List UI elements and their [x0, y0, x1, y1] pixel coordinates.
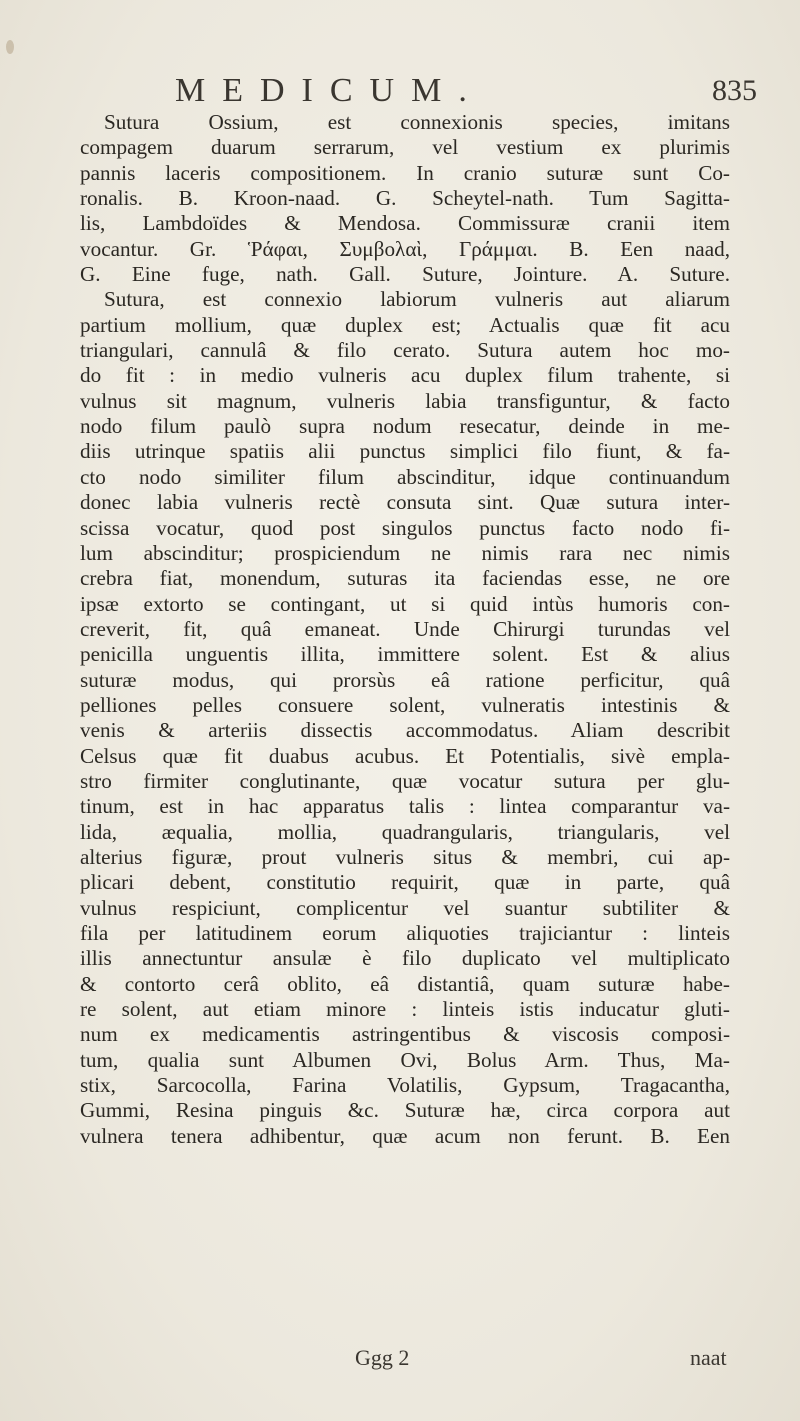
text-line: pannis laceris compositionem. In cranio suturæ sunt Co-	[80, 160, 730, 185]
text-line: penicilla unguentis illita, immittere solent. Est & alius	[80, 642, 730, 667]
text-line: lis, Lambdoïdes & Mendosa. Commissuræ cranii item	[80, 211, 730, 236]
text-line: ipsæ extorto se contingant, ut si quid intùs humoris con-	[80, 591, 730, 616]
text-line: stro firmiter conglutinante, quæ vocatur sutura per glu-	[80, 768, 730, 793]
text-line: G. Eine fuge, nath. Gall. Suture, Jointure. A. Suture.	[80, 262, 730, 287]
text-line: & contorto cerâ oblito, eâ distantiâ, quam suturæ habe-	[80, 971, 730, 996]
text-line: ronalis. B. Kroon-naad. G. Scheytel-nath. Tum Sagitta-	[80, 186, 730, 211]
text-line: vulnus sit magnum, vulneris labia transfiguntur, & facto	[80, 388, 730, 413]
signature-mark: Ggg 2	[355, 1345, 410, 1370]
text-line: crebra fiat, monendum, suturas ita faciendas esse, ne ore	[80, 566, 730, 591]
text-line: diis utrinque spatiis alii punctus simplici filo fiunt, & fa-	[80, 439, 730, 464]
text-line: scissa vocatur, quod post singulos punctus facto nodo fi-	[80, 515, 730, 540]
text-line: nodo filum paulò supra nodum resecatur, deinde in me-	[80, 414, 730, 439]
catchword: naat	[690, 1345, 727, 1370]
text-line: triangulari, cannulâ & filo cerato. Sutura autem hoc mo-	[80, 338, 730, 363]
text-line: num ex medicamentis astringentibus & viscosis composi-	[80, 1022, 730, 1047]
body-text	[80, 110, 730, 1149]
text-line: plicari debent, constitutio requirit, quæ in parte, quâ	[80, 870, 730, 895]
text-line: Celsus quæ fit duabus acubus. Et Potentialis, sivè empla-	[80, 743, 730, 768]
text-line: fila per latitudinem eorum aliquoties trajiciantur : linteis	[80, 921, 730, 945]
text-line: lum abscinditur; prospiciendum ne nimis rara nec nimis	[80, 540, 730, 565]
running-head: MEDICUM.	[175, 72, 484, 109]
page-footer	[0, 1345, 800, 1375]
page-number: 835	[712, 74, 757, 107]
text-line: illis annectuntur ansulæ è filo duplicato vel multiplicato	[80, 946, 730, 971]
text-line: vocantur. Gr. Ῥάφαι, Συμβολαὶ, Γράμμαι. B. Een naad,	[80, 236, 730, 261]
text-line: alterius figuræ, prout vulneris situs & membri, cui ap-	[80, 844, 730, 869]
text-line: lida, æqualia, mollia, quadrangularis, triangularis, vel	[80, 819, 730, 844]
text-line: compagem duarum serrarum, vel vestium ex plurimis	[80, 135, 730, 160]
ink-smudge	[6, 40, 14, 54]
text-line: tum, qualia sunt Albumen Ovi, Bolus Arm. Thus, Ma-	[80, 1047, 730, 1072]
text-line: tinum, est in hac apparatus talis : lintea comparantur va-	[80, 794, 730, 819]
text-line: creverit, fit, quâ emaneat. Unde Chirurgi turundas vel	[80, 616, 730, 641]
text-line: cto nodo similiter filum abscinditur, idque continuandum	[80, 464, 730, 489]
text-line: stix, Sarcocolla, Farina Volatilis, Gypsum, Tragacantha,	[80, 1073, 730, 1098]
text-line: Gummi, Resina pinguis &c. Suturæ hæ, circa corpora aut	[80, 1098, 730, 1123]
text-line: Sutura, est connexio labiorum vulneris aut aliarum	[104, 287, 730, 312]
text-line: vulnus respiciunt, complicentur vel suantur subtiliter &	[80, 895, 730, 920]
text-line: Sutura Ossium, est connexionis species, imitans	[104, 110, 730, 134]
text-line: re solent, aut etiam minore : linteis istis inducatur gluti-	[80, 997, 730, 1022]
text-line: partium mollium, quæ duplex est; Actualis quæ fit acu	[80, 312, 730, 337]
text-line: venis & arteriis dissectis accommodatus. Aliam describit	[80, 718, 730, 743]
text-line: pelliones pelles consuere solent, vulneratis intestinis &	[80, 692, 730, 717]
text-line: suturæ modus, qui prorsùs eâ ratione perficitur, quâ	[80, 667, 730, 692]
text-line: vulnera tenera adhibentur, quæ acum non ferunt. B. Een	[80, 1123, 730, 1148]
text-line: do fit : in medio vulneris acu duplex filum trahente, si	[80, 363, 730, 388]
text-line: donec labia vulneris rectè consuta sint. Quæ sutura inter-	[80, 490, 730, 515]
